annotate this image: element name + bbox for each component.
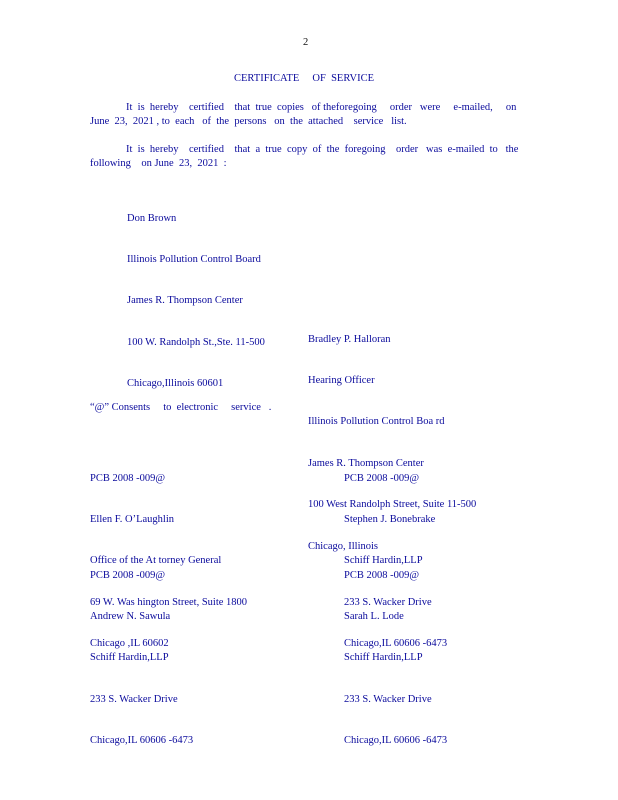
address-line: 233 S. Wacker Drive xyxy=(344,693,432,705)
case-number: PCB 2008 -009@ xyxy=(90,569,166,581)
address-line: Hearing Officer xyxy=(308,374,375,386)
recipient-name: Stephen J. Bonebrake xyxy=(344,513,436,525)
certification-paragraph-emailed xyxy=(90,101,517,129)
certification-paragraph-following xyxy=(90,143,519,171)
service-list-entry xyxy=(344,541,447,762)
page-number: 2 xyxy=(303,37,309,48)
address-line: Chicago, Illinois xyxy=(308,540,378,552)
paragraph-line: It is hereby certified that a true copy of the foregoing order was e-mailed to the xyxy=(126,144,519,155)
recipient-name: Ellen F. O’Laughlin xyxy=(90,513,175,525)
certificate-title: CERTIFICATE OF SERVICE xyxy=(234,73,374,84)
address-line: Chicago,IL 60606 -6473 xyxy=(344,638,448,650)
address-line: 100 W. Randolph St.,Ste. 11-500 xyxy=(127,336,265,348)
case-number: PCB 2008 -009@ xyxy=(344,472,420,484)
address-line: Don Brown xyxy=(127,212,177,224)
address-line: 233 S. Wacker Drive xyxy=(344,596,432,608)
address-line: Schiff Hardin,LLP xyxy=(344,652,423,664)
board-address-block xyxy=(127,184,265,405)
paragraph-line: following on June 23, 2021 : xyxy=(90,158,227,169)
recipient-name: Andrew N. Sawula xyxy=(90,610,171,622)
address-line: Chicago,Illinois 60601 xyxy=(127,378,224,390)
address-line: 69 W. Was hington Street, Suite 1800 xyxy=(90,596,248,608)
consent-note: “@” Consents to electronic service . xyxy=(90,402,272,413)
address-line: Chicago ,IL 60602 xyxy=(90,638,169,650)
recipient-name: Sarah L. Lode xyxy=(344,610,404,622)
address-line: James R. Thompson Center xyxy=(308,457,424,469)
address-line: James R. Thompson Center xyxy=(127,295,243,307)
paragraph-line: June 23, 2021 , to each of the persons on the attached service list. xyxy=(90,116,407,127)
paragraph-line: It is hereby certified that true copies of theforegoing order were e-mailed, on xyxy=(126,102,517,113)
case-number: PCB 2008 -009@ xyxy=(344,569,420,581)
case-number: PCB 2008 -009@ xyxy=(90,472,166,484)
address-line: 233 S. Wacker Drive xyxy=(90,693,178,705)
address-line: Schiff Hardin,LLP xyxy=(90,652,169,664)
address-line: Chicago,IL 60606 -6473 xyxy=(90,735,194,747)
address-line: Office of the At torney General xyxy=(90,555,222,567)
address-line: 100 West Randolph Street, Suite 11-500 xyxy=(308,499,477,511)
address-line: Illinois Pollution Control Boa rd xyxy=(308,416,445,428)
service-list-entry xyxy=(90,541,193,762)
address-line: Schiff Hardin,LLP xyxy=(344,555,423,567)
address-line: Bradley P. Halloran xyxy=(308,333,391,345)
address-line: Illinois Pollution Control Board xyxy=(127,253,261,265)
address-line: Chicago,IL 60606 -6473 xyxy=(344,735,448,747)
